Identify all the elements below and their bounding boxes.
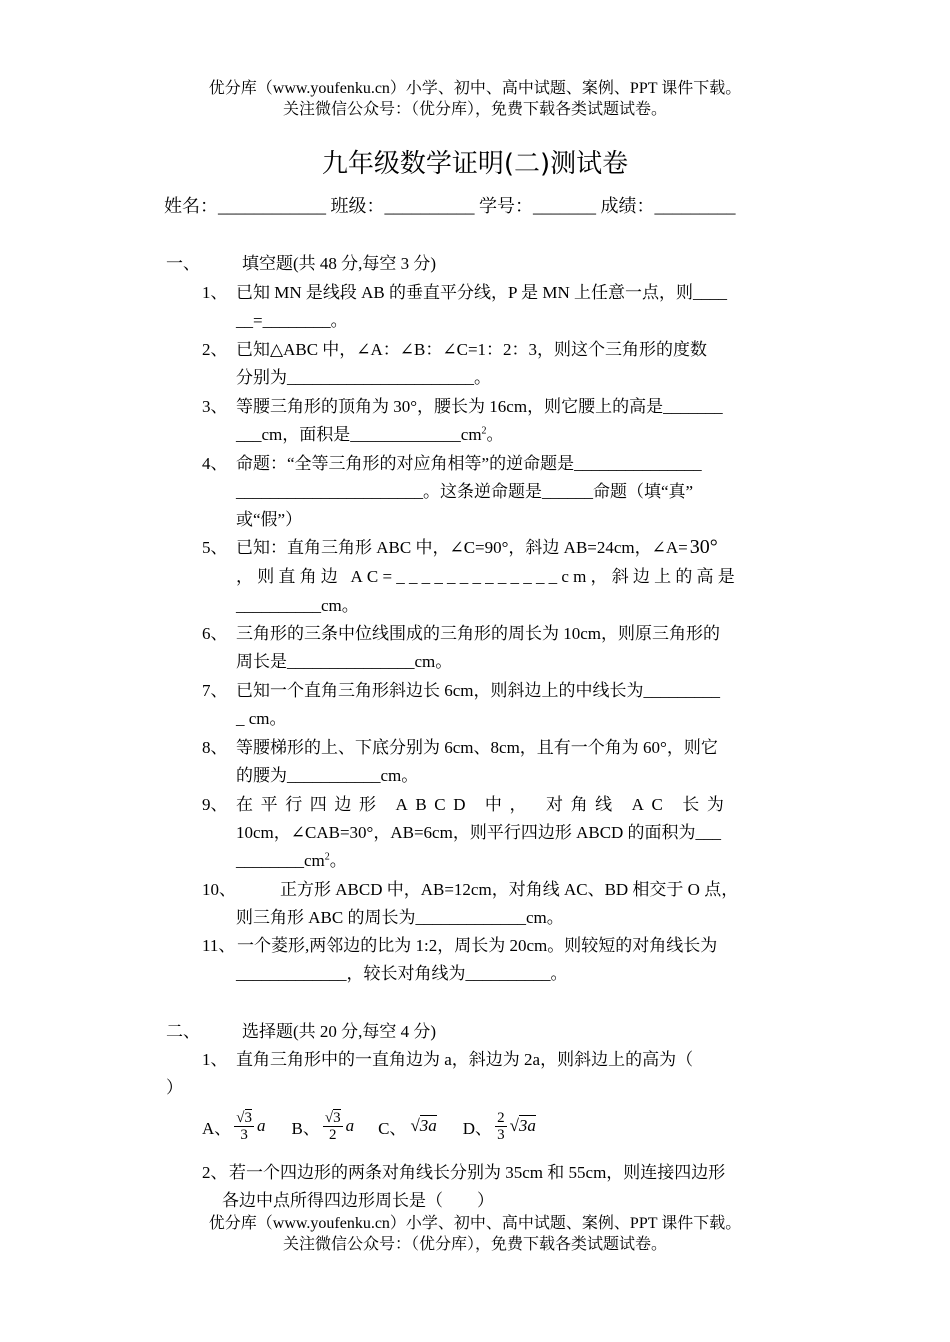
option-a-fraction — [234, 1110, 254, 1143]
question-number: 8、 — [202, 738, 228, 757]
question-number: 5、 — [202, 538, 228, 557]
student-info-line: 姓名：____________ 班级：__________ 学号：_______ 成绩：_________ — [164, 196, 736, 216]
question-text: 在平行四边形 ABCD 中， 对角线 AC 长为 — [236, 795, 732, 814]
sqrt-symbol: √ — [509, 1116, 519, 1135]
section-1-title: 填空题(共 48 分,每空 3 分) — [242, 254, 437, 273]
radicand: 3a — [419, 1116, 437, 1135]
radicand: 3a — [518, 1116, 536, 1135]
question-text: 正方形 ABCD 中，AB=12cm，对角线 AC、BD 相交于 O 点， — [280, 880, 739, 899]
question-number: 9、 — [202, 795, 228, 814]
section-2-title: 选择题(共 20 分,每空 4 分) — [242, 1022, 437, 1041]
numerator — [323, 1110, 343, 1127]
question-text: 已知△ABC 中，∠A：∠B：∠C=1：2：3，则这个三角形的度数 — [236, 340, 708, 359]
footer-line-1: 优分库（www.youfenku.cn）小学、初中、高中试题、案例、PPT 课件下载。 — [208, 1215, 742, 1232]
question-number: 10、 — [202, 880, 236, 899]
page-title: 九年级数学证明(二)测试卷 — [321, 149, 629, 179]
question-text-cont: 各边中点所得四边形周长是（ ） — [222, 1191, 494, 1210]
header-line-2: 关注微信公众号：（优分库），免费下载各类试题试卷。 — [282, 101, 667, 118]
denominator: 3 — [240, 1126, 248, 1143]
option-c-label: C、 — [378, 1118, 407, 1138]
question-text-cont: ，则直角边 AC=_____________cm，斜边上的高是 — [236, 567, 739, 586]
answer-options — [202, 1098, 536, 1154]
question-text: 等腰三角形的顶角为 30°，腰长为 16cm，则它腰上的高是_______ — [236, 397, 723, 416]
question-number: 7、 — [202, 681, 228, 700]
option-d-fraction — [495, 1110, 507, 1143]
denominator: 2 — [328, 1126, 337, 1143]
question-text-cont-2 — [236, 846, 347, 871]
option-a-label: A、 — [202, 1118, 232, 1138]
question-text-cont: 周长是_______________cm。 — [236, 652, 453, 671]
numerator — [234, 1110, 254, 1127]
text: 已知：直角三角形 ABC 中，∠C=90°，斜边 AB=24cm，∠A= — [236, 538, 688, 557]
denominator: 3 — [497, 1126, 505, 1143]
question-text: 若一个四边形的两条对角线长分别为 35cm 和 55cm，则连接四边形 — [229, 1163, 726, 1182]
radicand: 3 — [244, 1109, 253, 1126]
section-1-number: 一、 — [166, 254, 200, 273]
question-text-cont-2: __________cm。 — [236, 596, 359, 615]
question-number: 1、 — [202, 283, 228, 302]
question-text: 三角形的三条中位线围成的三角形的周长为 10cm，则原三角形的 — [236, 624, 721, 643]
question-text-cont: _ cm。 — [236, 709, 287, 728]
question-text-cont: __=________。 — [236, 311, 348, 330]
question-text-cont: ） — [166, 1078, 183, 1097]
header-line-1: 优分库（www.youfenku.cn）小学、初中、高中试题、案例、PPT 课件下载。 — [208, 80, 742, 97]
sqrt-symbol: √ — [236, 1109, 245, 1126]
option-b-variable: a — [345, 1116, 355, 1135]
question-text: 直角三角形中的一直角边为 a，斜边为 2a，则斜边上的高为（ — [236, 1050, 694, 1069]
section-2-number: 二、 — [166, 1022, 200, 1041]
text-end: 。 — [329, 851, 347, 870]
text: ________cm — [236, 851, 325, 870]
question-text-cont: 则三角形 ABC 的周长为_____________cm。 — [236, 908, 564, 927]
angle-value: 30° — [689, 536, 718, 558]
question-text: 命题：“全等三角形的对应角相等”的逆命题是_______________ — [236, 454, 702, 473]
option-d-label: D、 — [462, 1118, 493, 1138]
question-text: 等腰梯形的上、下底分别为 6cm、8cm，且有一个角为 60°，则它 — [236, 738, 718, 757]
option-a-variable: a — [257, 1116, 266, 1135]
question-number: 3、 — [202, 397, 228, 416]
question-text-cont — [236, 420, 504, 445]
sqrt-symbol: √ — [324, 1109, 334, 1126]
option-b-fraction — [323, 1110, 343, 1143]
question-number: 11、 — [202, 936, 236, 955]
option-d-expression — [510, 1116, 536, 1136]
question-text-cont-2: 或“假”） — [236, 510, 303, 529]
question-number: 4、 — [202, 454, 228, 473]
question-text-cont: 分别为______________________。 — [236, 368, 491, 387]
question-number: 6、 — [202, 624, 228, 643]
question-text — [236, 533, 718, 559]
question-text-cont: 10cm，∠CAB=30°，AB=6cm，则平行四边形 ABCD 的面积为___ — [236, 823, 722, 842]
superscript: 2 — [481, 425, 487, 437]
question-number: 2、 — [202, 1163, 228, 1182]
option-c-expression — [410, 1116, 436, 1136]
question-text: 一个菱形,两邻边的比为 1:2，周长为 20cm。则较短的对角线长为 — [237, 936, 718, 955]
numerator: 2 — [497, 1109, 505, 1126]
footer-line-2: 关注微信公众号：（优分库），免费下载各类试题试卷。 — [282, 1236, 667, 1253]
text-end: 。 — [486, 425, 504, 444]
sqrt-symbol: √ — [410, 1116, 420, 1135]
question-number: 2、 — [202, 340, 228, 359]
option-b-label: B、 — [291, 1118, 320, 1138]
superscript: 2 — [324, 851, 330, 863]
radicand: 3 — [333, 1109, 341, 1126]
question-text-cont: ______________________。这条逆命题是______命题（填“真” — [236, 482, 694, 501]
question-text: 已知一个直角三角形斜边长 6cm，则斜边上的中线长为_________ — [236, 681, 721, 700]
question-number: 1、 — [202, 1050, 228, 1069]
question-text-cont: _____________，较长对角线为__________。 — [236, 964, 568, 983]
text: ___cm，面积是_____________cm — [236, 425, 482, 444]
question-text-cont: 的腰为___________cm。 — [236, 766, 419, 785]
question-text: 已知 MN 是线段 AB 的垂直平分线，P 是 MN 上任意一点，则____ — [236, 283, 727, 302]
